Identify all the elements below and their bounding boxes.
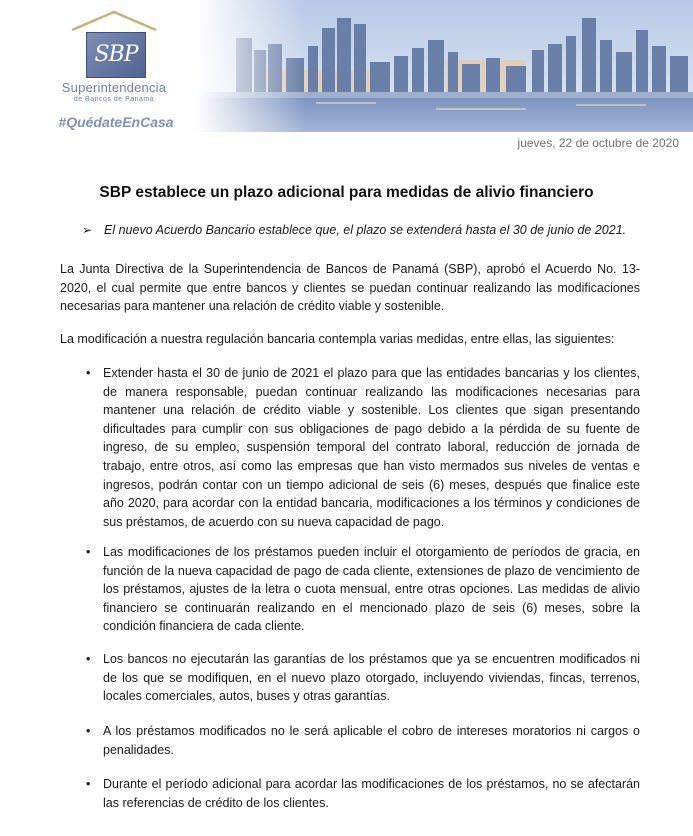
bullet-icon: • [86, 366, 91, 380]
page-header [0, 0, 693, 132]
measures-intro-paragraph: La modificación a nuestra regulación bancaria contempla varias medidas, entre ellas, las siguientes: [60, 332, 615, 346]
list-item: Durante el período adicional para acordar las modificaciones de los préstamos, no se afectarán las referencias de crédito de los clientes. [103, 777, 640, 810]
publication-date: jueves, 22 de octubre de 2020 [517, 136, 679, 150]
city-skyline-banner [196, 0, 693, 132]
org-subtitle: de Bancos de Panamá [73, 96, 155, 103]
logo-emblem [86, 32, 146, 78]
list-item: Extender hasta el 30 de junio de 2021 el plazo para que las entidades bancarias y los clientes, de manera responsable, puedan continuar realizando las modificaciones necesarias para mantener una relación de crédito viable y sostenible. Los clientes que sigan presentando dificultades para cumplir con sus obligaciones de pago debido a la pérdida de su fuente de ingreso, de su empleo, suspensión temporal del contrato laboral, reducción de jornada de trabajo, entre otros, así como las empresas que han visto mermados sus niveles de ventas e ingresos, podrán contar con un tiempo adicional de seis (6) meses, después que finalice este año 2020, para acordar con la entidad bancaria, modificaciones a los términos y condiciones de sus préstamos, de acuerdo con su nueva capacidad de pago. [103, 366, 640, 529]
press-release-title: SBP establece un plazo adicional para medidas de alivio financiero [99, 184, 594, 201]
bullet-icon: • [86, 652, 91, 666]
bullet-icon: • [86, 777, 91, 791]
bullet-icon: • [86, 724, 91, 738]
list-item: A los préstamos modificados no le será aplicable el cobro de intereses moratorios ni cargos o penalidades. [103, 724, 640, 757]
roof-icon [68, 8, 160, 34]
bullet-icon: • [86, 545, 91, 559]
list-item: Los bancos no ejecutarán las garantías de los préstamos que ya se encuentren modificados ni de los que se modifiquen, en el nuevo plazo otorgado, incluyendo viviendas, fincas, terrenos, locales comerciales, autos, buses y otras garantías. [103, 652, 640, 704]
intro-paragraph: La Junta Directiva de la Superintendencia de Bancos de Panamá (SBP), aprobó el Acuerdo No. 13-2020, el cual permite que entre bancos y clientes se puedan continuar realizando las modificaciones necesarias para mantener una relación de crédito viable y sostenible. [60, 262, 640, 314]
banner-fade [196, 0, 306, 132]
lead-text: El nuevo Acuerdo Bancario establece que, el plazo se extenderá hasta el 30 de junio de 2021. [104, 223, 627, 237]
arrow-bullet-icon: ➢ [82, 223, 93, 237]
logo-text: SBP [94, 42, 138, 67]
hashtag: #QuédateEnCasa [58, 114, 174, 130]
org-name: Superintendencia [61, 80, 167, 95]
list-item: Las modificaciones de los préstamos pueden incluir el otorgamiento de períodos de gracia, en función de la nueva capacidad de pago de cada cliente, extensiones de plazo de vencimiento de los préstamos, ajustes de la letra o cuota mensual, entre otras opciones. Las medidas de alivio financiero se continuarán realizando en el mencionado plazo de seis (6) meses, sobre la condición financiera de cada cliente. [103, 545, 640, 634]
